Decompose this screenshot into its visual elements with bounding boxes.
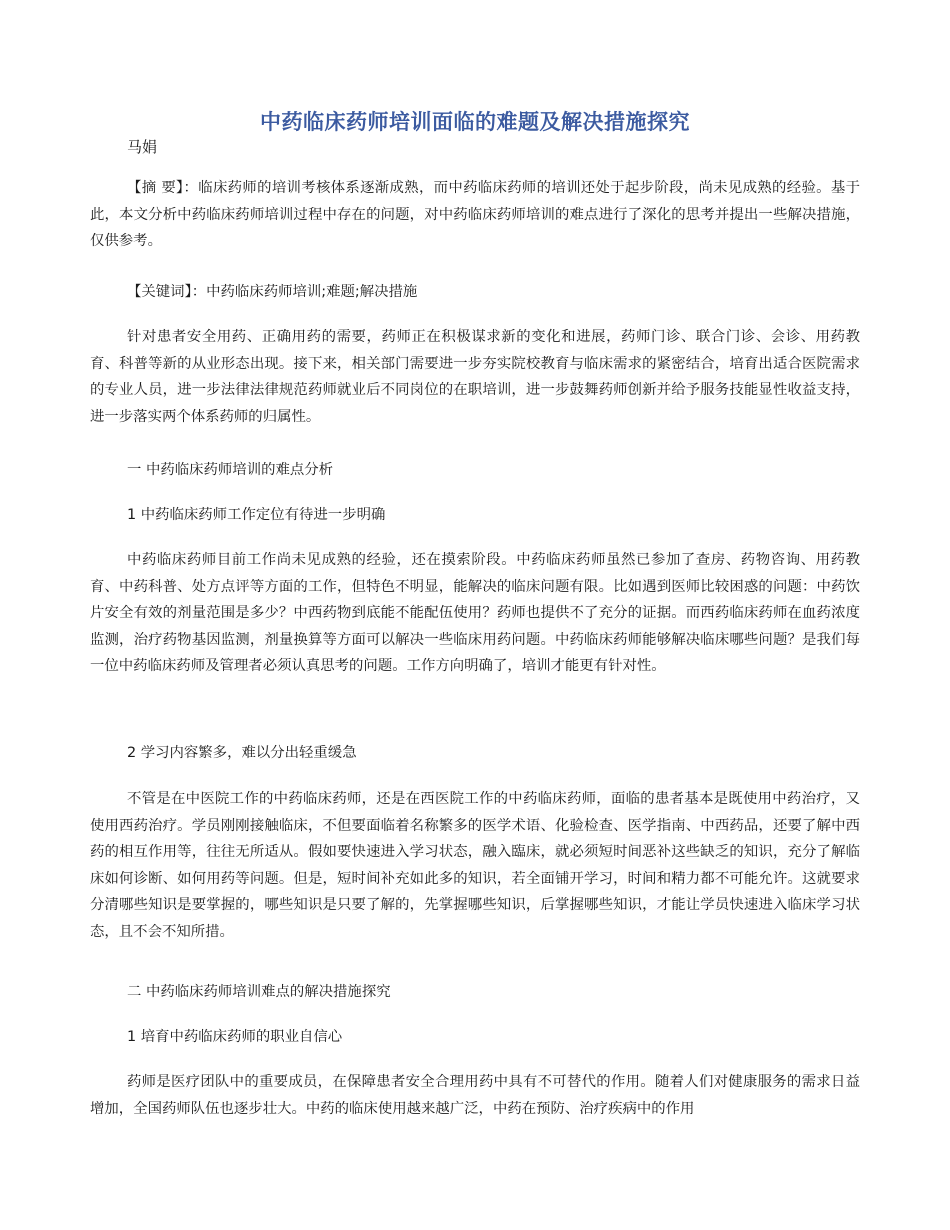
subsection-heading-1-1: 1 中药临床药师工作定位有待进一步明确 — [127, 507, 386, 523]
subsection-heading-2-1: 1 培育中药临床药师的职业自信心 — [127, 1029, 343, 1045]
paper-title: 中药临床药师培训面临的难题及解决措施探究 — [260, 109, 690, 134]
author-name: 马娟 — [127, 138, 158, 156]
subsection-heading-1-2: 2 学习内容繁多，难以分出轻重缓急 — [127, 745, 357, 761]
body-paragraph-1-2: 不管是在中医院工作的中药临床药师，还是在西医院工作的中药临床药师，面临的患者基本是既使用中药治疗，又使用西药治疗。学员刚刚接触临床，不但要面临着名称繁多的医学术语、化验检查、医学指南、中西药品，还要了解中西药的相互作用等，往往无所适从。假如要快速进入学习状态，融入臨床，就必须短时间恶补这些缺乏的知识，充分了解临床如何诊断、如何用药等问题。但是，短时间补充如此多的知识，若全面铺开学习，时间和精力都不可能允许。这就要求分清哪些知识是要掌握的，哪些知识是只要了解的，先掌握哪些知识，后掌握哪些知识，才能让学员快速进入临床学习状态，且不会不知所措。 — [90, 791, 860, 940]
body-paragraph-1-1: 中药临床药师目前工作尚未见成熟的经验，还在摸索阶段。中药临床药师虽然已参加了查房、药物咨询、用药教育、中药科普、处方点评等方面的工作，但特色不明显，能解决的临床问题有限。比如遇到医师比较困惑的问题：中药饮片安全有效的剂量范围是多少？中西药物到底能不能配伍使用？药师也提供不了充分的证据。而西药临床药师在血药浓度监测，治疗药物基因监测，剂量换算等方面可以解决一些临床用药问题。中药临床药师能够解决临床哪些问题？是我们每一位中药临床药师及管理者必须认真思考的问题。工作方向明确了，培训才能更有针对性。 — [90, 552, 860, 674]
body-paragraph-2-1: 药师是医疗团队中的重要成员，在保障患者安全合理用药中具有不可替代的作用。随着人们对健康服务的需求日益增加，全国药师队伍也逐步壮大。中药的临床使用越来越广泛，中药在预防、治疗疾病中的作用 — [90, 1074, 860, 1117]
section-heading-1: 一 中药临床药师培训的难点分析 — [127, 462, 334, 478]
keywords-paragraph: 【关键词】：中药临床药师培训;难题;解决措施 — [127, 284, 418, 300]
section-heading-2: 二 中药临床药师培训难点的解决措施探究 — [127, 984, 391, 1000]
abstract-paragraph: 【摘 要】：临床药师的培训考核体系逐渐成熟，而中药临床药师的培训还处于起步阶段，尚未见成熟的经验。基于此，本文分析中药临床药师培训过程中存在的问题，对中药临床药师培训的难点进行了深化的思考并提出一些解决措施，仅供参考。 — [90, 180, 860, 249]
intro-paragraph: 针对患者安全用药、正确用药的需要，药师正在积极谋求新的变化和进展，药师门诊、联合门诊、会诊、用药教育、科普等新的从业形态出现。接下来，相关部门需要进一步夯实院校教育与临床需求的紧密结合，培育出适合医院需求的专业人员，进一步法律法律规范药师就业后不同岗位的在职培训，进一步鼓舞药师创新并给予服务技能显性收益支持，进一步落实两个体系药师的归属性。 — [90, 329, 860, 425]
